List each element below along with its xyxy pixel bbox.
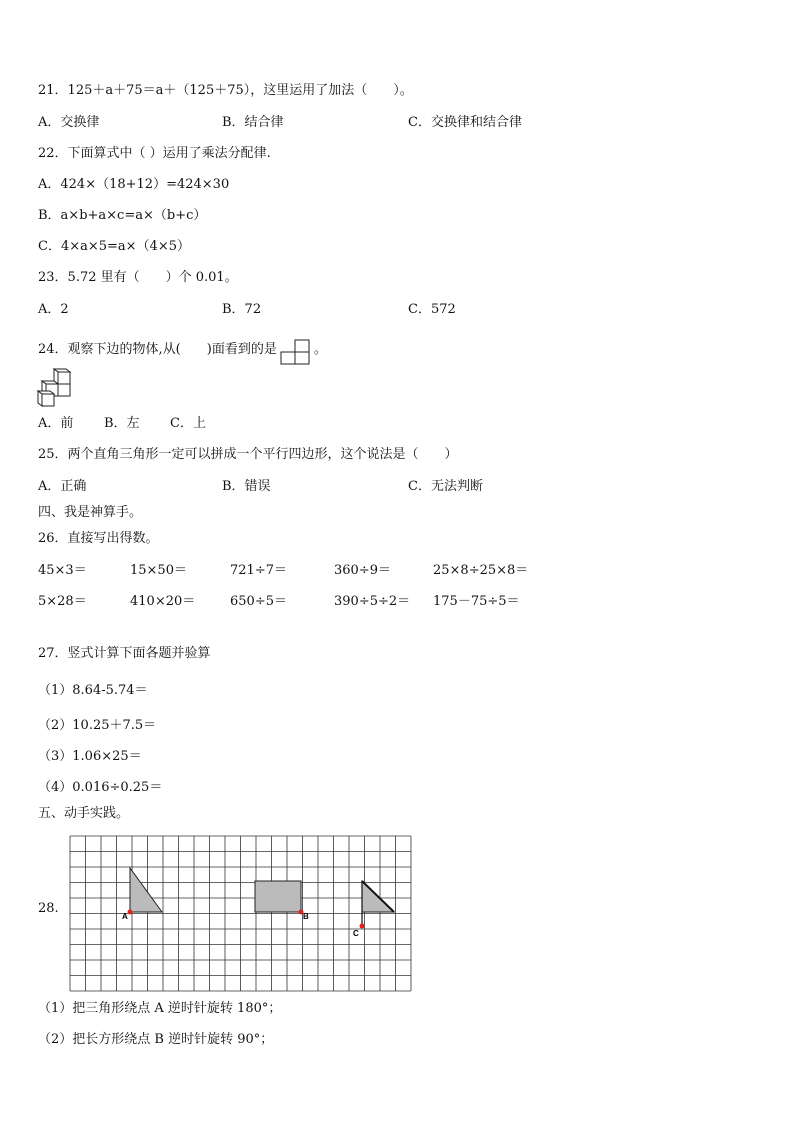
q21-option-a: A．交换律 [38, 115, 100, 130]
q23-stem: 23．5.72 里有（ ）个 0.01。 [38, 270, 238, 285]
q26-r1-c4: 360÷9＝ [334, 563, 391, 578]
q21-option-b: B．结合律 [222, 115, 284, 130]
q27-item-2: （2）10.25＋7.5＝ [38, 718, 157, 733]
q26-stem: 26．直接写出得数。 [38, 531, 159, 546]
q26-r2-c1: 5×28＝ [38, 594, 87, 609]
cube-stack-icon [36, 368, 72, 408]
q21-stem: 21．125＋a＋75＝a＋（125＋75），这里运用了加法（ ）。 [38, 83, 413, 98]
q28-label: 28. [38, 901, 59, 916]
section-5-heading: 五、动手实践。 [38, 806, 130, 821]
q26-r2-c2: 410×20＝ [130, 594, 196, 609]
square-grid [60, 830, 420, 994]
q27-item-4: （4）0.016÷0.25＝ [38, 780, 163, 795]
q25-option-c: C．无法判断 [408, 479, 483, 494]
rectangle-b [255, 881, 301, 912]
q26-r1-c3: 721÷7＝ [230, 563, 287, 578]
q26-r2-c4: 390÷5÷2＝ [334, 594, 411, 609]
q28-task-1: （1）把三角形绕点 A 逆时针旋转 180°； [38, 1001, 282, 1016]
q24-stem-text: 24．观察下边的物体,从( )面看到的是 [38, 342, 277, 357]
q24-stem-end: 。 [313, 342, 327, 357]
point-a-label: A [122, 912, 128, 921]
section-4-heading: 四、我是神算手。 [38, 505, 143, 520]
view-squares-icon [279, 339, 311, 365]
point-c-label: C [353, 929, 359, 938]
q22-stem: 22．下面算式中（ ）运用了乘法分配律. [38, 146, 271, 161]
q25-option-b: B．错误 [222, 479, 271, 494]
q27-stem: 27．竖式计算下面各题并验算 [38, 646, 211, 661]
q24-option-b: B．左 [104, 416, 140, 431]
q26-r2-c5: 175－75÷5＝ [433, 594, 520, 609]
point-c [360, 924, 365, 929]
q22-option-a: A．424×（18+12）=424×30 [38, 177, 230, 192]
point-a [128, 910, 133, 915]
q23-option-b: B．72 [222, 302, 262, 317]
q25-option-a: A．正确 [38, 479, 87, 494]
q28-task-2: （2）把长方形绕点 B 逆时针旋转 90°； [38, 1032, 274, 1047]
q27-item-1: （1）8.64-5.74＝ [38, 683, 148, 698]
q24-stem [38, 339, 327, 365]
q21-option-c: C．交换律和结合律 [408, 115, 522, 130]
q25-stem: 25．两个直角三角形一定可以拼成一个平行四边形，这个说法是（ ） [38, 447, 458, 462]
q24-option-a: A．前 [38, 416, 74, 431]
q26-r1-c1: 45×3＝ [38, 563, 87, 578]
q23-option-c: C．572 [408, 302, 456, 317]
q22-option-b: B．a×b+a×c=a×（b+c） [38, 208, 207, 223]
q26-r2-c3: 650÷5＝ [230, 594, 287, 609]
q26-r1-c2: 15×50＝ [130, 563, 187, 578]
q24-option-c: C．上 [170, 416, 206, 431]
q27-item-3: （3）1.06×25＝ [38, 749, 142, 764]
point-b-label: B [303, 912, 309, 921]
q22-option-c: C．4×a×5=a×（4×5） [38, 239, 190, 254]
q23-option-a: A．2 [38, 302, 69, 317]
q26-r1-c5: 25×8÷25×8＝ [433, 563, 529, 578]
triangle-a [130, 868, 162, 912]
